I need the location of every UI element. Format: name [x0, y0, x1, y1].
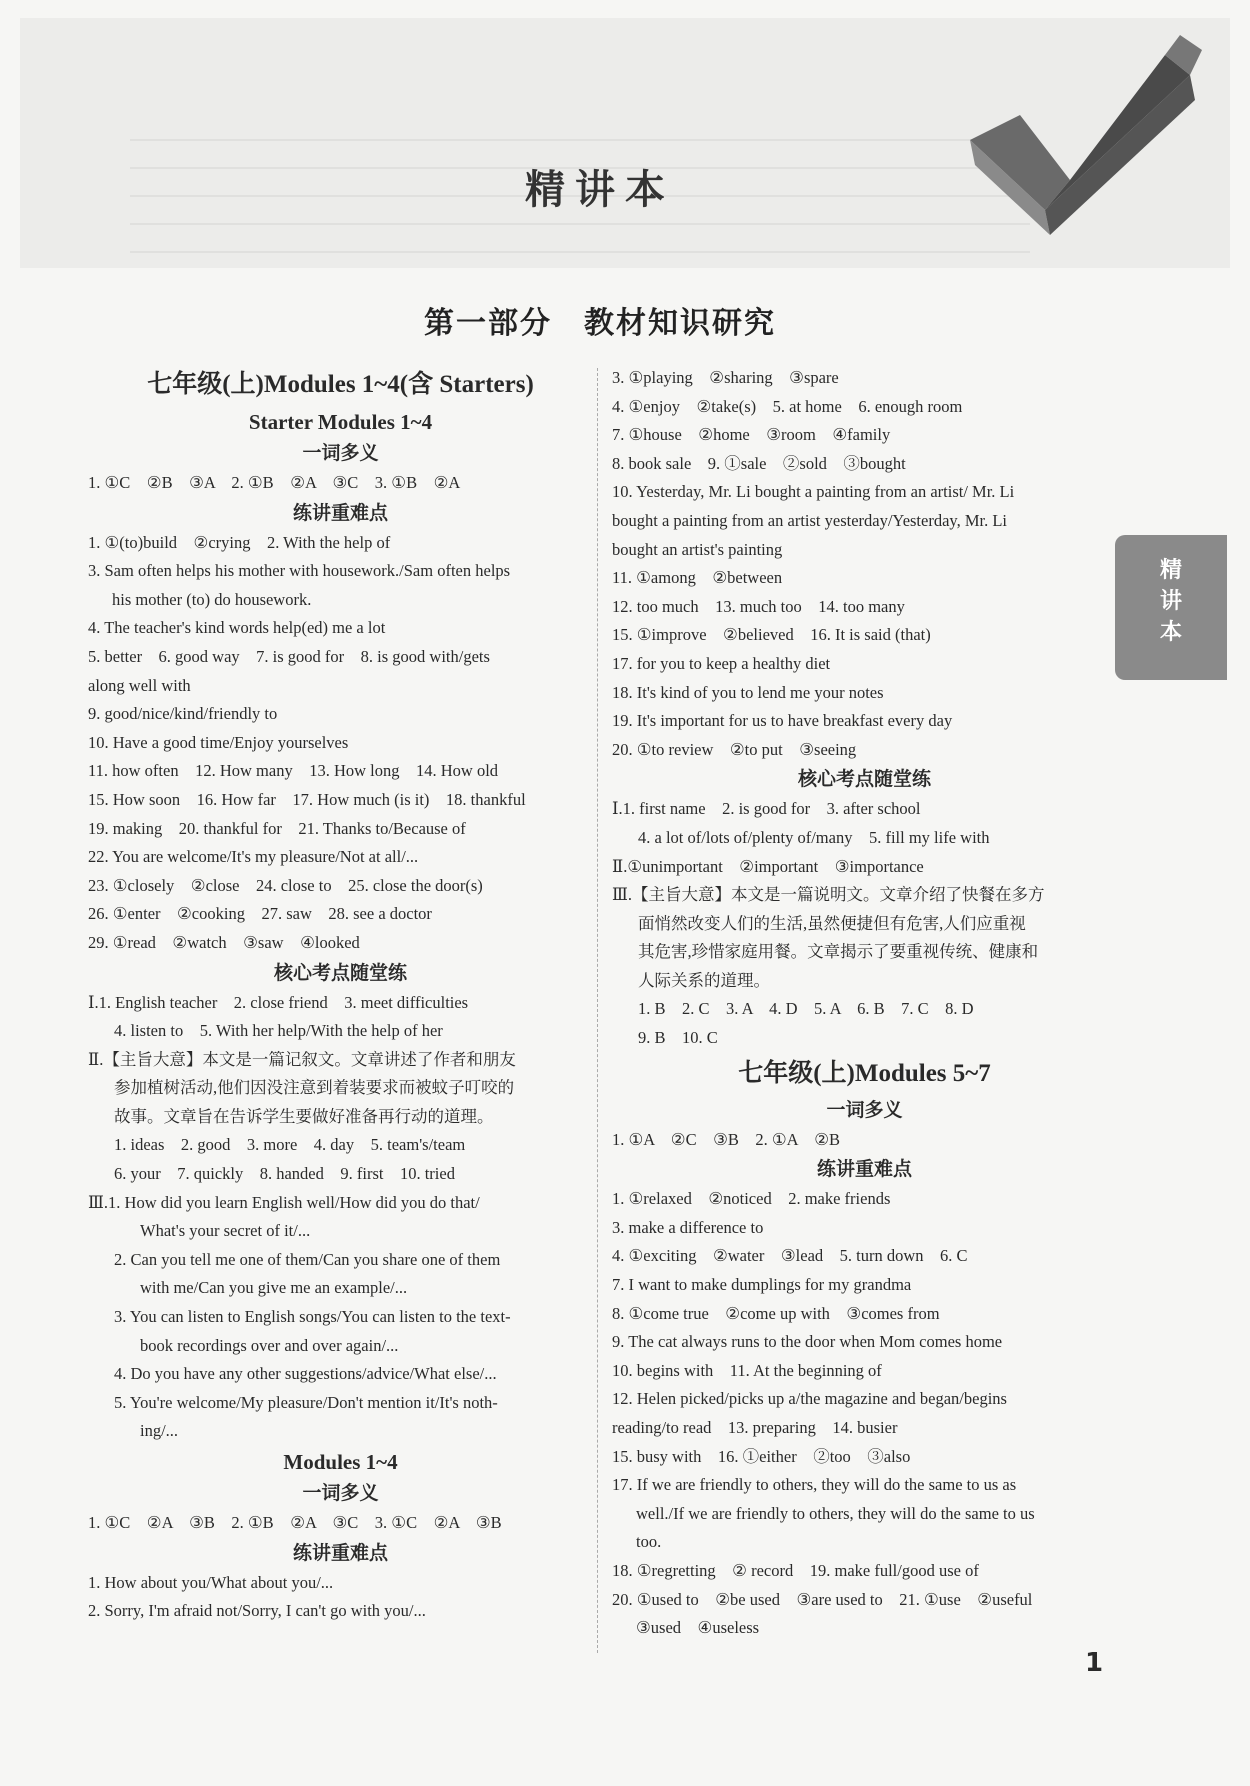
answer-line: bought an artist's painting: [612, 539, 783, 559]
page-number: 1: [1085, 1648, 1104, 1678]
answer-line: 10. begins with 11. At the beginning of: [612, 1360, 882, 1380]
answer-line: 20. ①to review ②to put ③seeing: [612, 739, 857, 759]
answer-line: 1. ①A ②C ③B 2. ①A ②B: [612, 1129, 840, 1149]
answer-line: book recordings over and over again/...: [140, 1335, 399, 1355]
answer-line: 15. ①improve ②believed 16. It is said (that): [612, 625, 931, 645]
section-heading: 一词多义: [826, 1098, 903, 1121]
answer-line: reading/to read 13. preparing 14. busier: [612, 1418, 898, 1437]
answer-line: 2. Can you tell me one of them/Can you share one of them: [114, 1249, 501, 1269]
section-heading: 七年级(上)Modules 1~4(含 Starters): [147, 371, 534, 398]
answer-line: 26. ①enter ②cooking 27. saw 28. see a doctor: [88, 904, 432, 924]
section-heading: 练讲重难点: [816, 1158, 912, 1181]
answer-line: 8. ①come true ②come up with ③comes from: [612, 1303, 940, 1323]
answer-line: too.: [636, 1532, 662, 1552]
section-heading: Modules 1~4: [283, 1450, 398, 1474]
section-heading: Starter Modules 1~4: [248, 410, 433, 434]
answer-line: Ⅲ.1. How did you learn English well/How did you do that/: [88, 1192, 480, 1212]
answer-line: along well with: [88, 675, 191, 695]
answer-line: 1. ①(to)build ②crying 2. With the help of: [88, 532, 391, 552]
answer-line: 5. You're welcome/My pleasure/Don't mention it/It's noth-: [114, 1392, 498, 1412]
answer-line: 4. The teacher's kind words help(ed) me a lot: [88, 618, 386, 638]
answer-line: ing/...: [140, 1421, 179, 1441]
answer-line: 7. ①house ②home ③room ④family: [612, 425, 891, 445]
answer-line: 22. You are welcome/It's my pleasure/Not at all/...: [88, 847, 419, 867]
answer-line: 29. ①read ②watch ③saw ④looked: [88, 932, 360, 952]
answer-line: well./If we are friendly to others, they will do the same to us: [636, 1503, 1035, 1523]
side-tab-char: 精: [1159, 558, 1182, 583]
section-heading: 练讲重难点: [292, 1541, 388, 1564]
right-answer-column: [612, 364, 1117, 1643]
answer-line: ③used ④useless: [636, 1618, 760, 1638]
answer-line: 1. ①relaxed ②noticed 2. make friends: [612, 1189, 891, 1209]
answer-line: bought a painting from an artist yesterday/Yesterday, Mr. Li: [612, 510, 1008, 530]
answer-line: 17. If we are friendly to others, they will do the same to us as: [612, 1475, 1017, 1495]
section-heading: 七年级(上)Modules 5~7: [738, 1059, 991, 1087]
answer-line: What's your secret of it/...: [140, 1221, 311, 1241]
answer-line: 10. Have a good time/Enjoy yourselves: [88, 732, 349, 752]
left-answer-column: [88, 364, 593, 1626]
answer-line: 18. It's kind of you to lend me your notes: [612, 682, 884, 702]
answer-line: 11. ①among ②between: [612, 568, 783, 588]
answer-line: 参加植树活动,他们因没注意到着装要求而被蚊子叮咬的: [114, 1078, 515, 1098]
answer-line: 9. The cat always runs to the door when Mom comes home: [612, 1332, 1003, 1352]
answer-line: 1. B 2. C 3. A 4. D 5. A 6. B 7. C 8. D: [638, 999, 974, 1019]
answer-line: 5. better 6. good way 7. is good for 8. is good with/gets: [88, 646, 490, 666]
answer-line: Ⅲ.【主旨大意】本文是一篇说明文。文章介绍了快餐在多方: [612, 885, 1045, 905]
answer-line: 9. good/nice/kind/friendly to: [88, 704, 278, 724]
answer-line: his mother (to) do housework.: [112, 589, 312, 609]
answer-line: 3. You can listen to English songs/You can listen to the text-: [114, 1307, 511, 1327]
column-divider: [597, 368, 598, 1653]
answer-line: 2. Sorry, I'm afraid not/Sorry, I can't go with you/...: [88, 1601, 426, 1621]
section-heading: 一词多义: [302, 442, 379, 464]
answer-line: 4. listen to 5. With her help/With the help of her: [114, 1021, 443, 1041]
answer-line: 3. ①playing ②sharing ③spare: [612, 368, 839, 387]
answer-line: 人际关系的道理。: [638, 970, 770, 990]
answer-line: 12. Helen picked/picks up a/the magazine and began/begins: [612, 1389, 1007, 1409]
answer-line: 3. make a difference to: [612, 1217, 764, 1237]
answer-line: 20. ①used to ②be used ③are used to 21. ①use ②useful: [612, 1589, 1033, 1609]
answer-line: Ⅰ.1. English teacher 2. close friend 3. meet difficulties: [88, 992, 469, 1012]
section-side-tab: [1115, 535, 1227, 680]
answer-line: 19. making 20. thankful for 21. Thanks to/Because of: [88, 818, 466, 838]
answer-line: 故事。文章旨在告诉学生要做好准备再行动的道理。: [114, 1106, 494, 1126]
part-title: 第一部分 教材知识研究: [424, 306, 776, 341]
section-heading: 核心考点随堂练: [273, 961, 407, 984]
answer-line: 10. Yesterday, Mr. Li bought a painting from an artist/ Mr. Li: [612, 482, 1015, 502]
answer-line: 1. How about you/What about you/...: [88, 1572, 334, 1592]
answer-line: 23. ①closely ②close 24. close to 25. close the door(s): [88, 875, 483, 895]
answer-line: 15. How soon 16. How far 17. How much (is it) 18. thankful: [88, 789, 526, 809]
answer-line: 3. Sam often helps his mother with housework./Sam often helps: [88, 561, 511, 581]
answer-line: 1. ①C ②B ③A 2. ①B ②A ③C 3. ①B ②A: [88, 473, 461, 492]
answer-line: 15. busy with 16. ①either ②too ③also: [612, 1446, 911, 1466]
answer-line: Ⅰ.1. first name 2. is good for 3. after school: [612, 799, 921, 819]
answer-line: 11. how often 12. How many 13. How long 14. How old: [88, 761, 499, 781]
answer-line: 4. ①enjoy ②take(s) 5. at home 6. enough room: [612, 396, 963, 416]
answer-line: 7. I want to make dumplings for my grandma: [612, 1275, 912, 1295]
section-heading: 练讲重难点: [292, 501, 388, 524]
book-title: 精讲本: [525, 167, 675, 213]
side-tab-char: 讲: [1159, 589, 1182, 614]
answer-line: 12. too much 13. much too 14. too many: [612, 596, 905, 616]
answer-line: 9. B 10. C: [638, 1028, 718, 1048]
answer-line: 19. It's important for us to have breakfast every day: [612, 711, 953, 731]
answer-line: Ⅱ.【主旨大意】本文是一篇记叙文。文章讲述了作者和朋友: [88, 1049, 516, 1069]
answer-line: 其危害,珍惜家庭用餐。文章揭示了要重视传统、健康和: [638, 942, 1039, 962]
answer-line: 18. ①regretting ② record 19. make full/good use of: [612, 1560, 979, 1580]
answer-line: 4. a lot of/lots of/plenty of/many 5. fill my life with: [638, 827, 990, 847]
section-heading: 一词多义: [302, 1482, 379, 1504]
section-heading: 核心考点随堂练: [797, 768, 931, 791]
answer-line: 17. for you to keep a healthy diet: [612, 653, 831, 673]
checkmark-icon: [950, 20, 1210, 260]
side-tab-char: 本: [1159, 620, 1182, 645]
answer-line: 4. Do you have any other suggestions/advice/What else/...: [114, 1364, 497, 1384]
answer-line: Ⅱ.①unimportant ②important ③importance: [612, 856, 924, 876]
answer-line: 1. ①C ②A ③B 2. ①B ②A ③C 3. ①C ②A ③B: [88, 1513, 502, 1532]
answer-line: 6. your 7. quickly 8. handed 9. first 10. tried: [114, 1164, 455, 1184]
answer-line: 8. book sale 9. ①sale ②sold ③bought: [612, 453, 906, 473]
answer-line: 4. ①exciting ②water ③lead 5. turn down 6. C: [612, 1246, 968, 1266]
answer-line: 1. ideas 2. good 3. more 4. day 5. team's/team: [114, 1135, 466, 1155]
answer-line: 面悄然改变人们的生活,虽然便捷但有危害,人们应重视: [638, 913, 1026, 933]
answer-line: with me/Can you give me an example/...: [140, 1278, 408, 1298]
